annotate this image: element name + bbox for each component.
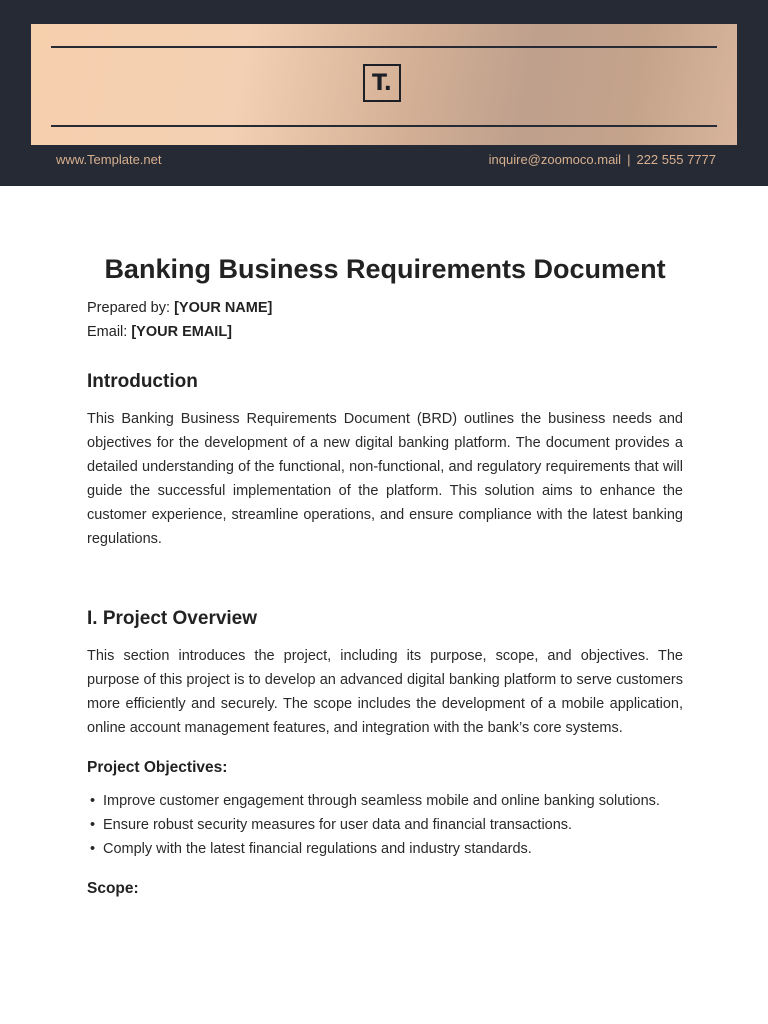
banner-top-rule (51, 46, 717, 48)
bullet-icon: • (90, 793, 96, 809)
introduction-heading: Introduction (87, 371, 198, 392)
prepared-by-label: Prepared by: (87, 300, 171, 316)
list-item-text: Improve customer engagement through seamless mobile and online banking solutions. (103, 793, 660, 809)
template-logo: T. (363, 64, 401, 102)
document-title: Banking Business Requirements Document (104, 254, 666, 284)
prepared-by-value: [YOUR NAME] (174, 300, 273, 316)
project-overview-paragraph: This section introduces the project, including its purpose, scope, and objectives. The purpose of this project is to develop an advanced digital banking platform to serve customers more efficiently and securely. The scope includes the development of a mobile application, online account management features, and integration with the bank’s core systems. (87, 648, 683, 736)
document-meta (87, 296, 683, 344)
bullet-icon: • (90, 817, 96, 833)
list-item (90, 813, 668, 837)
list-item-text: Ensure robust security measures for user data and financial transactions. (103, 817, 573, 833)
document-body (87, 250, 683, 901)
email-value: [YOUR EMAIL] (131, 324, 233, 340)
contact-phone: 222 555 7777 (636, 152, 716, 167)
contact-separator: | (627, 152, 631, 167)
list-item (90, 789, 668, 813)
prepared-by-line (87, 296, 683, 320)
list-item-text: Comply with the latest financial regulations and industry standards. (103, 841, 532, 857)
project-objectives-heading: Project Objectives: (87, 759, 228, 776)
website-link[interactable]: www.Template.net (56, 152, 162, 167)
email-label: Email: (87, 324, 128, 340)
bullet-icon: • (90, 841, 96, 857)
header-banner (31, 24, 737, 145)
contact-email[interactable]: inquire@zoomoco.mail (488, 152, 622, 167)
list-item (90, 837, 668, 861)
email-line (87, 320, 683, 344)
contact-info (489, 152, 716, 167)
introduction-paragraph: This Banking Business Requirements Document (BRD) outlines the business needs and objectives for the development of a new digital banking platform. The document provides a detailed understanding of the functional, non-functional, and regulatory requirements that will guide the successful implementation of the platform. This solution aims to enhance the customer experience, streamline operations, and ensure compliance with the latest banking regulations. (87, 411, 683, 547)
scope-heading: Scope: (87, 880, 139, 897)
project-objectives-list (87, 789, 683, 861)
banner-bottom-rule (51, 125, 717, 127)
page-header (0, 0, 768, 186)
project-overview-heading: I. Project Overview (87, 608, 258, 629)
